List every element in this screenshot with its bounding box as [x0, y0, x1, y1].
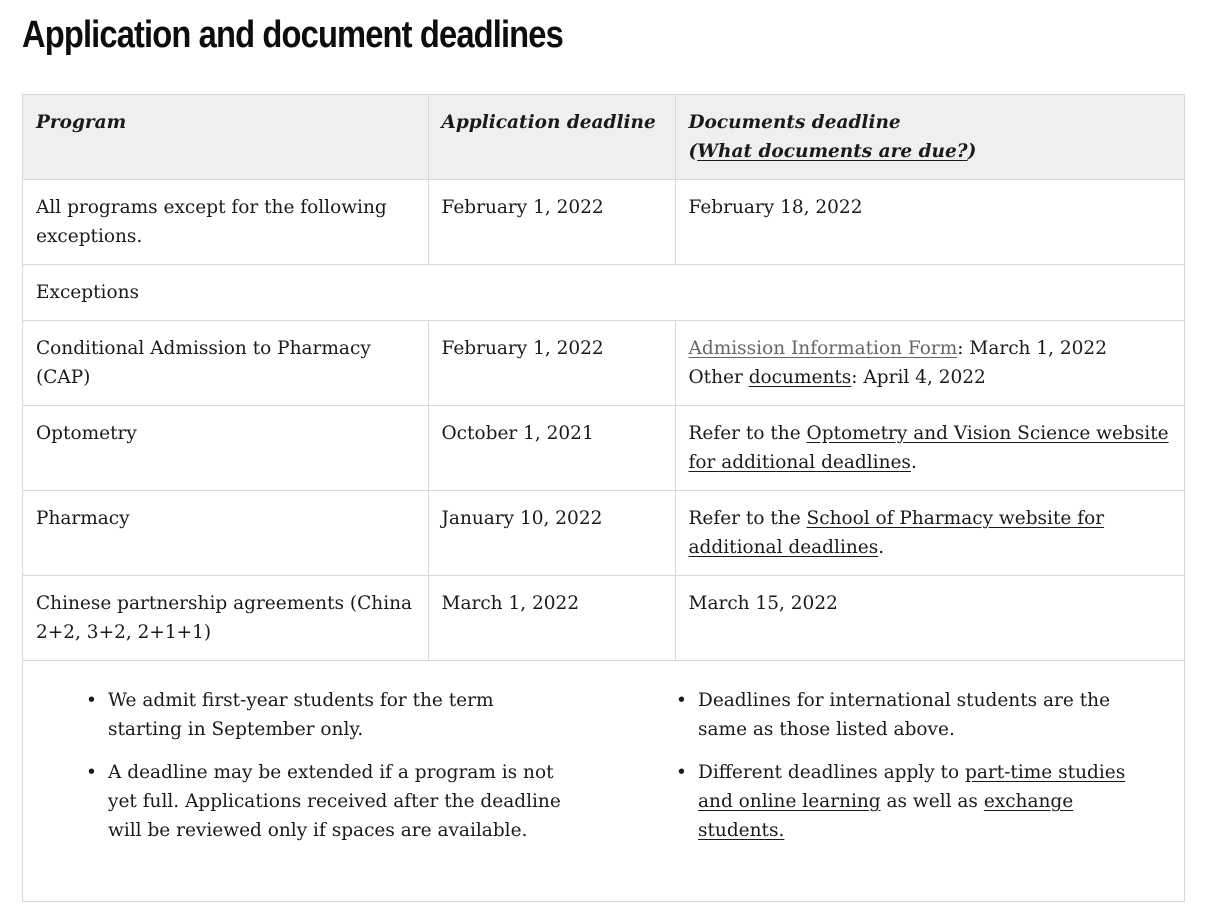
cell-documents-deadline: [675, 406, 1184, 491]
list-item: • Deadlines for international students are the same as those listed above.: [676, 686, 1146, 744]
table-row: [23, 491, 1184, 576]
table-row: [23, 321, 1184, 406]
cap-other-deadline: : April 4, 2022: [851, 367, 986, 388]
table-row: [23, 406, 1184, 491]
page-title: Application and document deadlines: [22, 14, 563, 56]
deadlines-table: [23, 95, 1184, 661]
refer-prefix: Refer to the: [688, 423, 807, 444]
cell-program: All programs except for the following exceptions.: [23, 180, 428, 265]
notes-section: [23, 661, 1184, 901]
notes-list-right: [676, 686, 1146, 859]
cell-application-deadline: February 1, 2022: [428, 180, 675, 265]
pharmacy-website-link[interactable]: School of Pharmacy website for additional deadlines: [688, 508, 1105, 558]
list-item: [676, 758, 1146, 845]
header-application-deadline: Application deadline: [428, 95, 675, 180]
list-item: • We admit first-year students for the term starting in September only.: [86, 686, 566, 744]
cell-application-deadline: January 10, 2022: [428, 491, 675, 576]
cell-application-deadline: March 1, 2022: [428, 576, 675, 661]
cell-program: Pharmacy: [23, 491, 428, 576]
part-time-studies-link[interactable]: part-time studies and online learning: [698, 762, 1126, 812]
header-documents-deadline: [675, 95, 1184, 180]
exceptions-row: [23, 265, 1184, 321]
paren-close: ): [967, 141, 977, 162]
table-row: [23, 576, 1184, 661]
refer-suffix: .: [878, 537, 885, 558]
cell-documents-deadline: March 15, 2022: [675, 576, 1184, 661]
cell-program: Chinese partnership agreements (China 2+2, 3+2, 2+1+1): [23, 576, 428, 661]
cell-program: Conditional Admission to Pharmacy (CAP): [23, 321, 428, 406]
cap-form-deadline: : March 1, 2022: [957, 338, 1107, 359]
header-program: Program: [23, 95, 428, 180]
cap-other-prefix: Other: [688, 367, 749, 388]
cell-documents-deadline: [675, 491, 1184, 576]
documents-link[interactable]: documents: [748, 367, 852, 388]
cell-documents-deadline: [675, 321, 1184, 406]
note-middle: as well as: [880, 791, 984, 812]
exceptions-label: Exceptions: [23, 265, 1184, 321]
table-row: [23, 180, 1184, 265]
list-item: • A deadline may be extended if a program is not yet full. Applications received after the deadline will be reviewed only if spaces are available.: [86, 758, 566, 845]
refer-prefix: Refer to the: [688, 508, 807, 529]
cell-application-deadline: October 1, 2021: [428, 406, 675, 491]
paren-open: (: [688, 141, 698, 162]
deadlines-table-container: [22, 94, 1185, 902]
exchange-students-link[interactable]: exchange students.: [698, 791, 1074, 841]
note-prefix: Different deadlines apply to: [698, 762, 966, 783]
header-documents-deadline-label: Documents deadline: [688, 112, 901, 133]
notes-list-left: [86, 686, 566, 859]
cell-program: Optometry: [23, 406, 428, 491]
admission-information-form-link[interactable]: Admission Information Form: [688, 338, 958, 359]
cell-documents-deadline: February 18, 2022: [675, 180, 1184, 265]
what-documents-due-link[interactable]: What documents are due?: [697, 141, 968, 162]
optometry-website-link[interactable]: Optometry and Vision Science website for additional deadlines: [688, 423, 1169, 473]
cell-application-deadline: February 1, 2022: [428, 321, 675, 406]
table-header-row: [23, 95, 1184, 180]
refer-suffix: .: [910, 452, 917, 473]
